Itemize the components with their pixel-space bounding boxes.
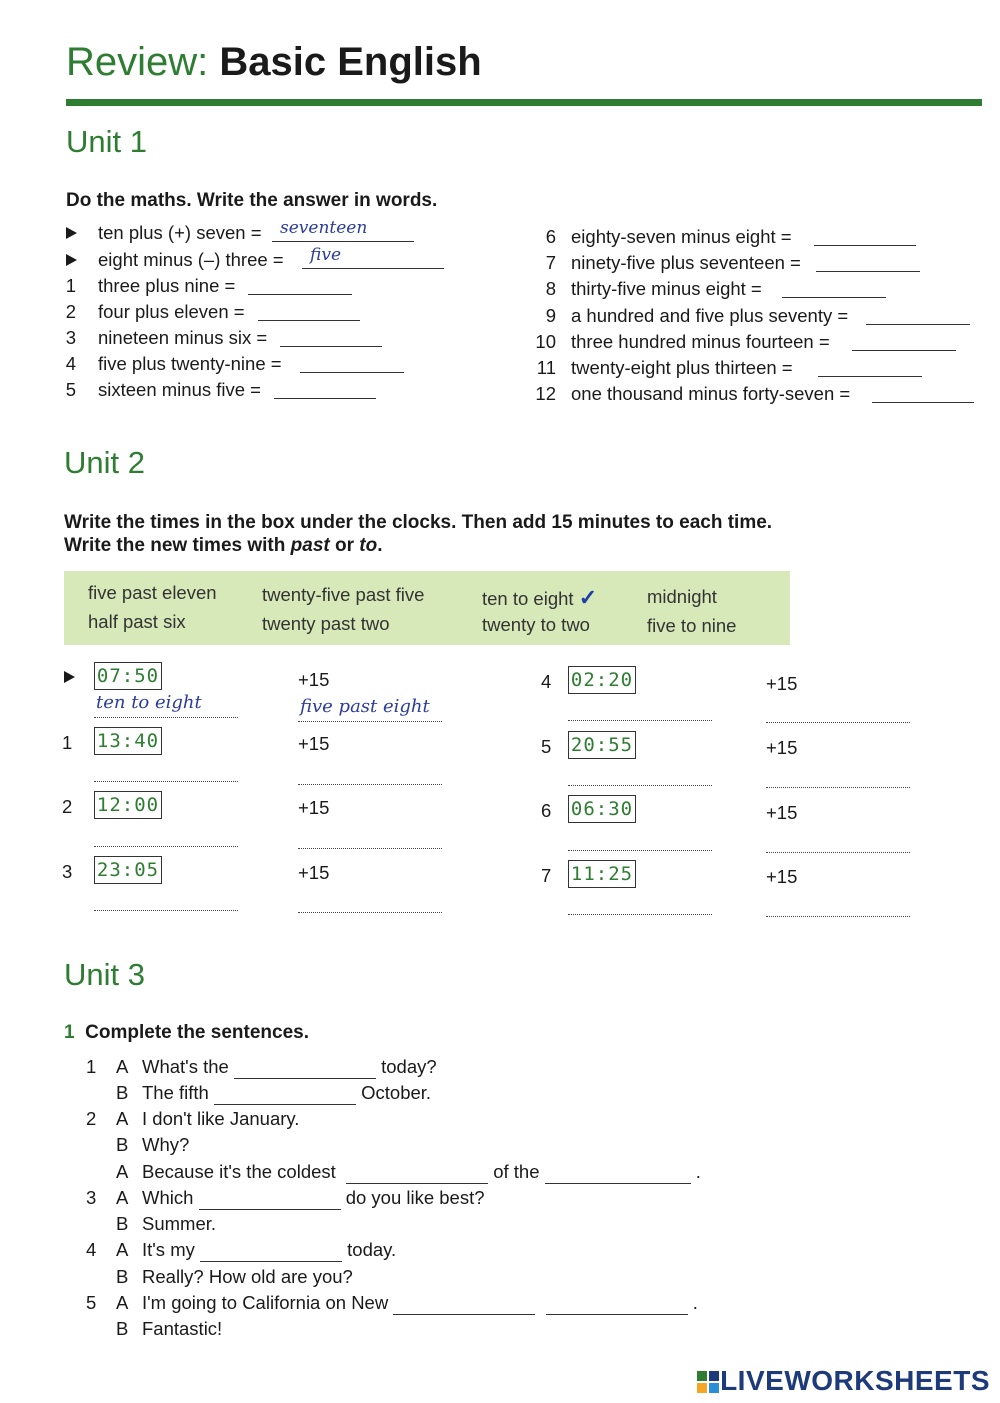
word-box-item: twenty past two xyxy=(262,613,390,634)
instruction-text: Write the new times with xyxy=(64,535,291,556)
sentence-text xyxy=(142,1081,431,1105)
digital-clock: 12:00 xyxy=(94,791,162,819)
question-text: eighty-seven minus eight = xyxy=(571,226,792,247)
clock-number: 7 xyxy=(541,865,552,886)
answer-field[interactable] xyxy=(818,358,922,377)
plus-fifteen: +15 xyxy=(298,733,330,754)
answer-line[interactable] xyxy=(94,845,238,847)
question-number: 5 xyxy=(65,379,76,400)
speaker-a: A xyxy=(116,1161,129,1182)
word-box-item: five past eleven xyxy=(88,582,217,603)
answer-line[interactable] xyxy=(94,716,238,718)
answer-line[interactable] xyxy=(298,783,442,785)
question-text: three hundred minus fourteen = xyxy=(571,331,830,352)
example-arrow-icon xyxy=(64,671,75,683)
word-box-text: ten to eight xyxy=(482,588,574,609)
speaker-a: A xyxy=(116,1108,129,1129)
handwritten-answer: five past eight xyxy=(300,696,430,717)
answer-field[interactable] xyxy=(272,218,414,242)
question-number: 10 xyxy=(535,331,556,352)
answer-field[interactable] xyxy=(546,1296,688,1315)
answer-field[interactable] xyxy=(782,279,886,298)
sentence-text xyxy=(142,1055,437,1079)
clock-number: 1 xyxy=(62,732,73,753)
sentence-part: Which xyxy=(142,1187,194,1208)
plus-fifteen: +15 xyxy=(766,802,798,823)
question-text: a hundred and five plus seventy = xyxy=(571,305,849,326)
unit3-instruction xyxy=(64,1022,309,1044)
question-number: 8 xyxy=(545,278,556,299)
answer-field[interactable] xyxy=(872,384,974,403)
question-text: five plus twenty-nine = xyxy=(98,353,282,374)
sentence-part: The fifth xyxy=(142,1082,209,1103)
instruction-to: to xyxy=(359,535,378,556)
example-text: eight minus (–) three = xyxy=(98,249,284,270)
speaker-b: B xyxy=(116,1213,129,1234)
question-text: thirty-five minus eight = xyxy=(571,278,762,299)
handwritten-answer: five xyxy=(310,245,342,265)
word-box-item: twenty-five past five xyxy=(262,584,425,605)
question-number: 9 xyxy=(545,305,556,326)
sentence-number: 1 xyxy=(86,1056,97,1077)
plus-fifteen: +15 xyxy=(298,797,330,818)
unit2-instruction-line2 xyxy=(64,535,383,557)
sentence-part: October. xyxy=(361,1082,432,1103)
sentence-text: I don't like January. xyxy=(142,1108,300,1129)
word-box-item xyxy=(482,585,597,611)
sentence-text: Really? How old are you? xyxy=(142,1266,353,1287)
answer-line[interactable] xyxy=(94,780,238,782)
sentence-text: Why? xyxy=(142,1134,190,1155)
title-basic-english: Basic English xyxy=(219,40,482,84)
question-text: twenty-eight plus thirteen = xyxy=(571,357,793,378)
plus-fifteen: +15 xyxy=(298,862,330,883)
instruction-text: . xyxy=(377,535,383,556)
clock-number: 4 xyxy=(541,671,552,692)
answer-field[interactable] xyxy=(866,306,970,325)
sentence-part: . xyxy=(695,1161,701,1182)
speaker-a: A xyxy=(116,1292,129,1313)
answer-field[interactable] xyxy=(234,1060,376,1079)
clock-number: 6 xyxy=(541,800,552,821)
unit2-heading: Unit 2 xyxy=(64,445,145,480)
sentence-text xyxy=(142,1160,701,1184)
speaker-b: B xyxy=(116,1266,129,1287)
sentence-text xyxy=(142,1291,698,1315)
digital-clock: 06:30 xyxy=(568,795,636,823)
sentence-text xyxy=(142,1186,485,1210)
speaker-b: B xyxy=(116,1134,129,1155)
clock-number: 3 xyxy=(62,861,73,882)
question-number: 12 xyxy=(535,383,556,404)
sentence-part: do you like best? xyxy=(345,1187,485,1208)
question-text: four plus eleven = xyxy=(98,301,245,322)
plus-fifteen: +15 xyxy=(298,669,330,690)
question-text: three plus nine = xyxy=(98,275,236,296)
word-box xyxy=(64,571,790,645)
answer-line[interactable] xyxy=(766,786,910,788)
answer-field[interactable] xyxy=(300,354,404,373)
digital-clock: 07:50 xyxy=(94,662,162,690)
plus-fifteen: +15 xyxy=(766,673,798,694)
digital-clock: 20:55 xyxy=(568,731,636,759)
speaker-b: B xyxy=(116,1318,129,1339)
answer-field[interactable] xyxy=(248,276,352,295)
answer-line[interactable] xyxy=(568,849,712,851)
handwritten-answer: ten to eight xyxy=(96,692,202,713)
clock-number: 2 xyxy=(62,796,73,817)
digital-clock: 02:20 xyxy=(568,666,636,694)
sentence-text: Fantastic! xyxy=(142,1318,223,1339)
sentence-number: 3 xyxy=(86,1187,97,1208)
page-title xyxy=(66,40,482,85)
answer-line[interactable] xyxy=(568,913,712,915)
question-number: 3 xyxy=(65,327,76,348)
exercise-number: 1 xyxy=(64,1022,75,1043)
speaker-a: A xyxy=(116,1239,129,1260)
question-text: sixteen minus five = xyxy=(98,379,261,400)
answer-line[interactable] xyxy=(298,720,442,722)
sentence-part: Because it's the coldest xyxy=(142,1161,336,1182)
unit2-instruction-line1: Write the times in the box under the clocks. Then add 15 minutes to each time. xyxy=(64,512,773,533)
handwritten-answer: seventeen xyxy=(280,218,368,238)
unit3-heading: Unit 3 xyxy=(64,957,145,992)
answer-field[interactable] xyxy=(200,1243,342,1262)
sentence-number: 5 xyxy=(86,1292,97,1313)
word-box-item: half past six xyxy=(88,611,186,632)
title-rule xyxy=(66,99,982,106)
clock-number: 5 xyxy=(541,736,552,757)
question-number: 4 xyxy=(65,353,76,374)
example-arrow-icon xyxy=(66,227,77,239)
answer-field[interactable] xyxy=(816,253,920,272)
speaker-a: A xyxy=(116,1056,129,1077)
title-review: Review: xyxy=(66,40,209,84)
sentence-part: of the xyxy=(493,1161,540,1182)
speaker-b: B xyxy=(116,1082,129,1103)
answer-line[interactable] xyxy=(766,915,910,917)
answer-line[interactable] xyxy=(766,721,910,723)
answer-line[interactable] xyxy=(94,909,238,911)
answer-field[interactable] xyxy=(274,380,376,399)
digital-clock: 23:05 xyxy=(94,856,162,884)
liveworksheets-logo-icon xyxy=(697,1371,719,1393)
question-text: ninety-five plus seventeen = xyxy=(571,252,801,273)
sentence-text xyxy=(142,1238,396,1262)
sentence-text: Summer. xyxy=(142,1213,217,1234)
sentence-part: today. xyxy=(347,1239,397,1260)
answer-field[interactable] xyxy=(280,328,382,347)
sentence-part: I'm going to California on New xyxy=(142,1292,389,1313)
word-box-item: five to nine xyxy=(647,615,737,636)
answer-line[interactable] xyxy=(298,911,442,913)
instruction-past: past xyxy=(290,535,330,556)
answer-field[interactable] xyxy=(814,227,916,246)
question-number: 7 xyxy=(545,252,556,273)
question-number: 11 xyxy=(536,357,556,378)
question-text: nineteen minus six = xyxy=(98,327,268,348)
sentence-part: . xyxy=(692,1292,698,1313)
answer-field[interactable] xyxy=(302,245,444,269)
answer-field[interactable] xyxy=(393,1296,535,1315)
answer-line[interactable] xyxy=(568,719,712,721)
plus-fifteen: +15 xyxy=(766,737,798,758)
sentence-part: It's my xyxy=(142,1239,195,1260)
answer-line[interactable] xyxy=(568,784,712,786)
check-icon: ✓ xyxy=(578,585,598,610)
answer-line[interactable] xyxy=(766,851,910,853)
answer-line[interactable] xyxy=(298,847,442,849)
question-number: 2 xyxy=(65,301,76,322)
example-arrow-icon xyxy=(66,254,77,266)
example-text: ten plus (+) seven = xyxy=(98,222,262,243)
answer-field[interactable] xyxy=(258,302,360,321)
answer-field[interactable] xyxy=(852,332,956,351)
question-number: 6 xyxy=(545,226,556,247)
digital-clock: 13:40 xyxy=(94,727,162,755)
plus-fifteen: +15 xyxy=(766,866,798,887)
digital-clock: 11:25 xyxy=(568,860,636,888)
answer-field[interactable] xyxy=(214,1086,356,1105)
question-text: one thousand minus forty-seven = xyxy=(571,383,851,404)
sentence-part: today? xyxy=(381,1056,437,1077)
liveworksheets-logo: LIVEWORKSHEETS xyxy=(720,1365,990,1396)
answer-field[interactable] xyxy=(545,1165,691,1184)
answer-field[interactable] xyxy=(199,1191,341,1210)
sentence-number: 2 xyxy=(86,1108,97,1129)
instruction-text: or xyxy=(329,535,360,556)
answer-field[interactable] xyxy=(346,1165,488,1184)
instruction-text: Complete the sentences. xyxy=(85,1022,309,1043)
unit1-instruction: Do the maths. Write the answer in words. xyxy=(66,190,438,211)
sentence-number: 4 xyxy=(86,1239,97,1260)
word-box-item: twenty to two xyxy=(482,614,590,635)
unit1-heading: Unit 1 xyxy=(66,124,147,159)
speaker-a: A xyxy=(116,1187,129,1208)
word-box-item: midnight xyxy=(647,586,717,607)
sentence-part: What's the xyxy=(142,1056,229,1077)
question-number: 1 xyxy=(65,275,76,296)
